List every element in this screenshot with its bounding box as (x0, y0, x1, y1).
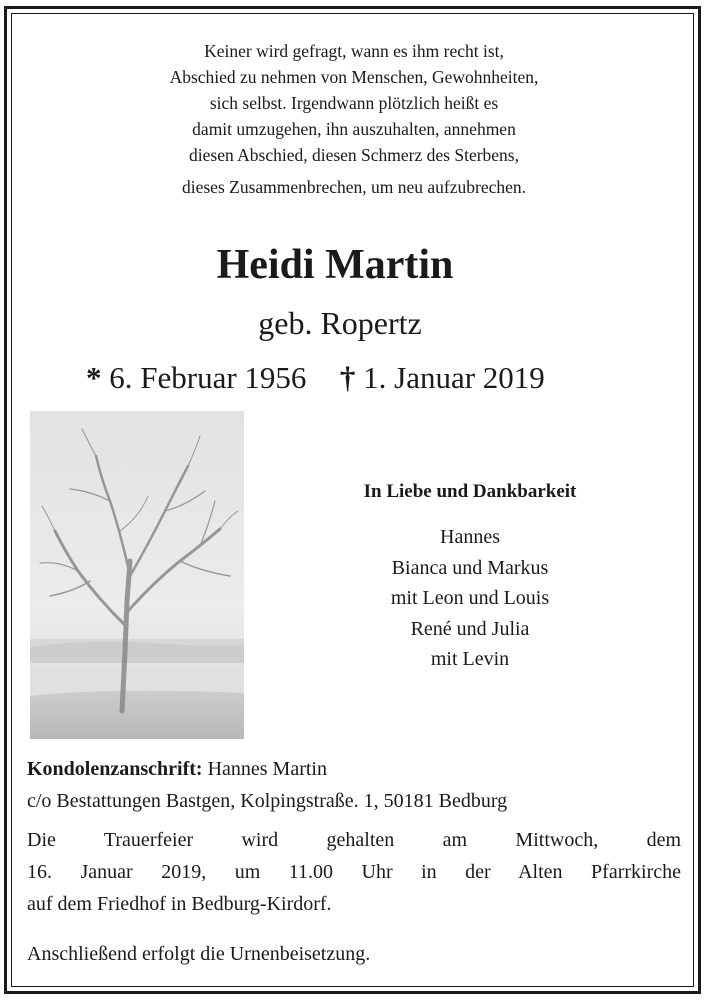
poem-line: Keiner wird gefragt, wann es ihm recht ist, (204, 41, 504, 61)
mourner-line: mit Levin (430, 648, 510, 670)
condolence-name: Hannes Martin (207, 758, 327, 780)
condolence-street: c/o Bestattungen Bastgen, Kolpingstraße. 1, 50181 Bedburg (27, 790, 508, 812)
poem-line: dieses Zusammenbrechen, um neu aufzubrechen. (181, 177, 527, 197)
service-line: auf dem Friedhof in Bedburg-Kirdorf. (27, 893, 332, 915)
tree-photo-icon (30, 411, 244, 739)
birth-date: 6. Februar 1956 (109, 360, 307, 395)
death-date: 1. Januar 2019 (363, 360, 545, 395)
mourners-heading: In Liebe und Dankbarkeit (363, 481, 577, 502)
mourners-list (300, 522, 640, 675)
service-line: Die Trauerfeier wird gehalten am Mittwoch, dem (27, 829, 681, 851)
mourner-line: Bianca und Markus (391, 556, 549, 579)
condolence-address (27, 753, 677, 817)
poem (60, 38, 648, 200)
poem-line: damit umzugehen, ihn auszuhalten, annehmen (192, 119, 516, 139)
poem-line: Abschied zu nehmen von Menschen, Gewohnheiten, (169, 67, 539, 87)
maiden-name: geb. Ropertz (258, 305, 422, 341)
condolence-label: Kondolenzanschrift: (27, 758, 203, 780)
poem-line: diesen Abschied, diesen Schmerz des Sterbens, (189, 145, 519, 165)
death-cross-icon: † (339, 360, 356, 395)
service-info (27, 824, 681, 920)
life-dates (86, 358, 626, 398)
poem-line: sich selbst. Irgendwann plötzlich heißt es (209, 93, 499, 113)
condolence-line (27, 753, 677, 785)
mourner-line: mit Leon und Louis (390, 587, 550, 609)
mourner-line: Hannes (440, 526, 500, 548)
misty-tree-photo (30, 411, 244, 739)
closing-note: Anschließend erfolgt die Urnenbeisetzung. (27, 943, 371, 965)
birth-star-icon: * (86, 360, 102, 395)
deceased-name: Heidi Martin (216, 242, 454, 288)
mourner-line: René und Julia (410, 617, 530, 640)
service-line: 16. Januar 2019, um 11.00 Uhr in der Alten Pfarrkirche (27, 861, 681, 883)
